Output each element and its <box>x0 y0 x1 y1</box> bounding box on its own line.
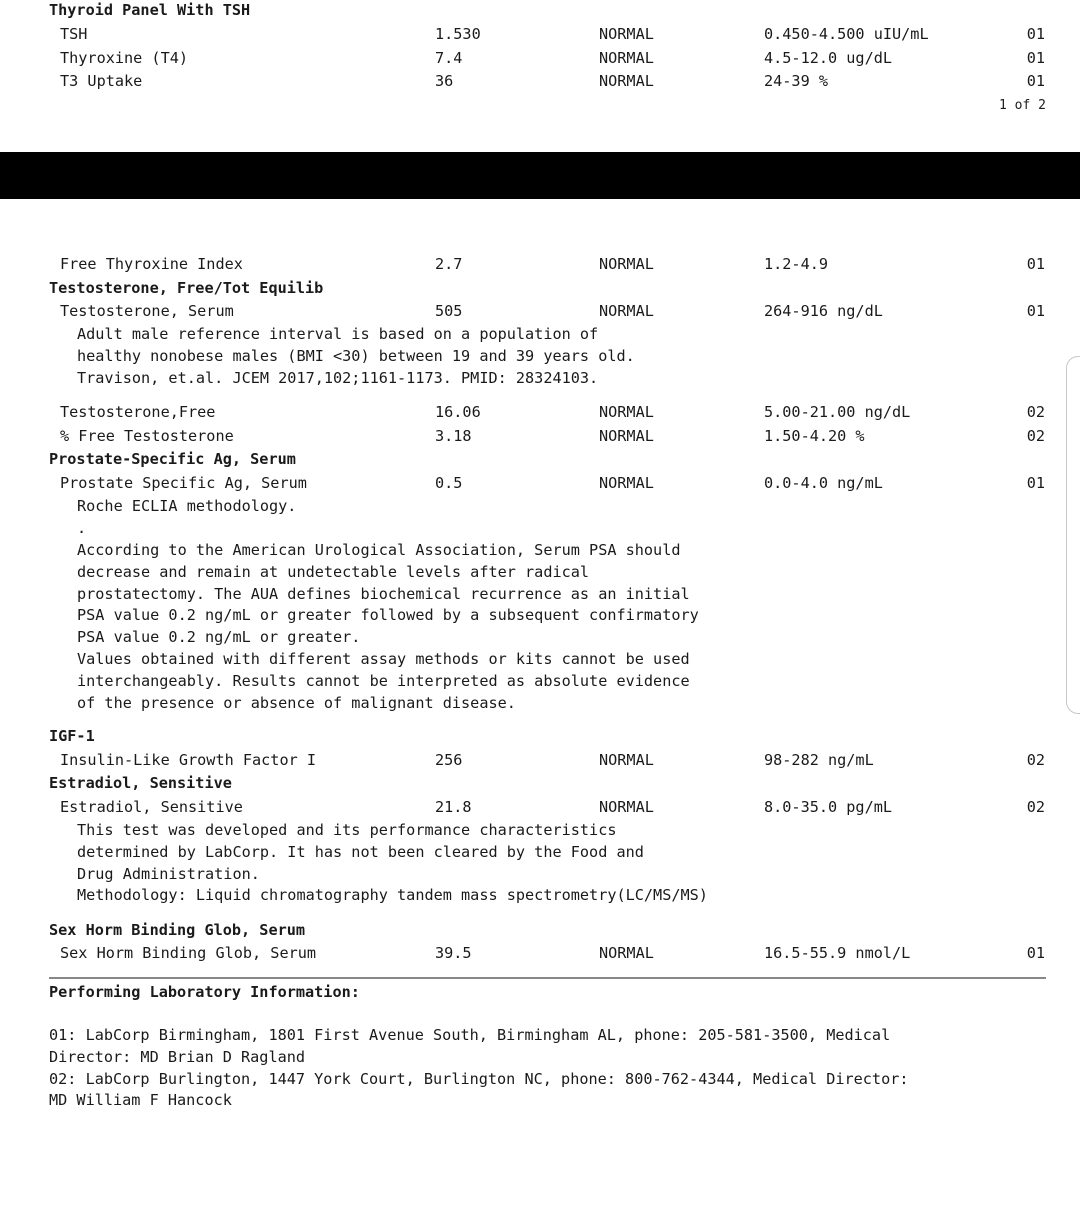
test-flag: NORMAL <box>599 474 654 492</box>
test-flag: NORMAL <box>599 427 654 445</box>
testosterone-note: Adult male reference interval is based on a population of healthy nonobese males (BMI <30) between 19 and 39 years old. Travison, et.al. JCEM 2017,102;1161-1173. PMID: 28324103. <box>77 325 635 387</box>
test-name: Free Thyroxine Index <box>60 255 243 273</box>
test-value: 7.4 <box>435 49 463 67</box>
section-header-shbg: Sex Horm Binding Glob, Serum <box>49 921 306 939</box>
test-name: T3 Uptake <box>60 72 143 90</box>
psa-method: Roche ECLIA methodology. <box>77 497 297 515</box>
section-header-estradiol: Estradiol, Sensitive <box>49 774 232 792</box>
test-reference: 98-282 ng/mL <box>764 751 874 769</box>
test-name: TSH <box>60 25 88 43</box>
lab-info-header: Performing Laboratory Information: <box>49 983 360 1001</box>
test-lab: 01 <box>1026 474 1045 492</box>
test-value: 3.18 <box>435 427 472 445</box>
test-flag: NORMAL <box>599 751 654 769</box>
psa-dot: . <box>77 519 87 537</box>
test-reference: 1.50-4.20 % <box>764 427 865 445</box>
test-value: 16.06 <box>435 403 481 421</box>
psa-note: According to the American Urological Association, Serum PSA should decrease and remain at undetectable levels after radical prostatectomy. The AUA defines biochemical recurrence as an initial PSA value 0.2 ng/mL or greater followed by a subsequent confirmatory PSA value 0.2 ng/mL or greater. Values obtained with different assay methods or kits cannot be used interchangeably. Results cannot be interpreted as absolute evidence of the presence or absence of malignant disease. <box>77 541 699 712</box>
test-reference: 0.0-4.0 ng/mL <box>764 474 883 492</box>
test-value: 0.5 <box>435 474 463 492</box>
side-scroll-handle[interactable] <box>1066 356 1080 714</box>
test-flag: NORMAL <box>599 944 654 962</box>
test-lab: 01 <box>1026 255 1045 273</box>
test-name: Insulin-Like Growth Factor I <box>60 751 317 769</box>
test-lab: 01 <box>1026 25 1045 43</box>
lab-info-text: 01: LabCorp Birmingham, 1801 First Avenue South, Birmingham AL, phone: 205-581-3500, Medical Director: MD Brian D Ragland 02: LabCorp Burlington, 1447 York Court, Burlington NC, phone: 800-762-4344, Medical Director: MD William F Hancock <box>49 1026 909 1110</box>
test-flag: NORMAL <box>599 302 654 320</box>
test-lab: 01 <box>1026 302 1045 320</box>
test-reference: 264-916 ng/dL <box>764 302 883 320</box>
section-header-igf: IGF-1 <box>49 727 95 745</box>
section-header-psa: Prostate-Specific Ag, Serum <box>49 450 296 468</box>
divider <box>49 977 1046 979</box>
estradiol-note: This test was developed and its performance characteristics determined by LabCorp. It has not been cleared by the Food and Drug Administration. Methodology: Liquid chromatography tandem mass spectrometry(LC/MS/MS) <box>77 821 708 905</box>
test-value: 1.530 <box>435 25 481 43</box>
test-flag: NORMAL <box>599 72 654 90</box>
test-lab: 02 <box>1026 751 1045 769</box>
test-name: Testosterone,Free <box>60 403 216 421</box>
test-lab: 01 <box>1026 49 1045 67</box>
test-value: 39.5 <box>435 944 472 962</box>
test-value: 256 <box>435 751 463 769</box>
test-lab: 01 <box>1026 944 1045 962</box>
test-name: Testosterone, Serum <box>60 302 234 320</box>
test-reference: 4.5-12.0 ug/dL <box>764 49 893 67</box>
test-name: Prostate Specific Ag, Serum <box>60 474 307 492</box>
section-header-testosterone: Testosterone, Free/Tot Equilib <box>49 279 324 297</box>
test-reference: 5.00-21.00 ng/dL <box>764 403 911 421</box>
test-reference: 0.450-4.500 uIU/mL <box>764 25 929 43</box>
test-flag: NORMAL <box>599 798 654 816</box>
test-value: 505 <box>435 302 463 320</box>
test-flag: NORMAL <box>599 403 654 421</box>
test-reference: 1.2-4.9 <box>764 255 829 273</box>
test-name: % Free Testosterone <box>60 427 234 445</box>
test-lab: 02 <box>1026 403 1045 421</box>
test-lab: 01 <box>1026 72 1045 90</box>
test-flag: NORMAL <box>599 255 654 273</box>
test-value: 2.7 <box>435 255 463 273</box>
page-break-band <box>0 152 1080 199</box>
test-reference: 16.5-55.9 nmol/L <box>764 944 911 962</box>
test-reference: 24-39 % <box>764 72 829 90</box>
test-name: Estradiol, Sensitive <box>60 798 243 816</box>
test-flag: NORMAL <box>599 25 654 43</box>
test-name: Thyroxine (T4) <box>60 49 189 67</box>
test-reference: 8.0-35.0 pg/mL <box>764 798 893 816</box>
test-lab: 02 <box>1026 427 1045 445</box>
test-name: Sex Horm Binding Glob, Serum <box>60 944 317 962</box>
section-header-thyroid: Thyroid Panel With TSH <box>49 1 251 19</box>
test-lab: 02 <box>1026 798 1045 816</box>
page-number: 1 of 2 <box>999 98 1046 113</box>
test-value: 36 <box>435 72 454 90</box>
test-value: 21.8 <box>435 798 472 816</box>
test-flag: NORMAL <box>599 49 654 67</box>
